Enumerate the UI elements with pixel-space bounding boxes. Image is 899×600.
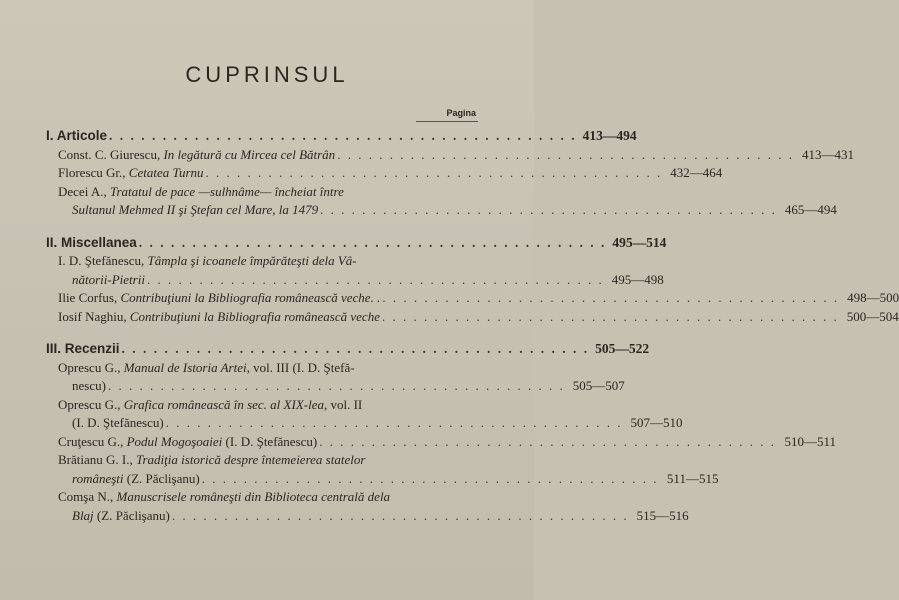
toc-entry-row[interactable] xyxy=(46,470,719,490)
page-title: CUPRINSUL xyxy=(185,62,349,87)
entry-text xyxy=(72,415,164,431)
dot-leader: . . . . . . . . . . . . . . . . . . . . . . . . . . . . . . . . . . . . . . . . . . . . xyxy=(107,378,565,393)
entry-title: Contribuţiuni la Bibliografia românească veche xyxy=(129,308,380,324)
toc-entry-row[interactable] xyxy=(46,360,486,379)
toc-section xyxy=(46,234,899,328)
toc-entry-row[interactable] xyxy=(46,507,689,527)
section-heading-row[interactable] xyxy=(46,234,667,254)
entry-title: nătorii-Pietrii xyxy=(72,271,145,287)
entry-page-range: 413—431 xyxy=(801,146,854,162)
entry-text xyxy=(72,508,170,524)
entry-title: Contribuţiuni la Bibliografia românească veche. . xyxy=(120,290,381,305)
entry-author: Decei A., xyxy=(58,183,110,199)
toc-section xyxy=(46,128,854,221)
entry-author: Ilie Corfus, xyxy=(58,290,121,305)
entry-author: Iosif Naghiu, xyxy=(58,308,130,324)
entry-page-range: 515—516 xyxy=(636,507,689,523)
toc-entry-row[interactable] xyxy=(46,202,837,221)
entry-title: Cetatea Turnu xyxy=(128,165,204,180)
entry-page-range: 465—494 xyxy=(784,202,837,217)
entry-page-range: 507—510 xyxy=(630,415,683,430)
dot-leader: . . . . . . . . . . . . . . . . . . . . . . . . . . . . . . . . . . . . . . . . . . . . xyxy=(171,507,629,523)
toc-entry-row[interactable] xyxy=(46,146,854,166)
toc-entry-row[interactable] xyxy=(46,308,899,328)
section-heading: II. Miscellanea xyxy=(46,234,137,250)
entry-text xyxy=(58,147,335,163)
entry-title: Tradiţia istorică despre întemeierea statelor xyxy=(135,452,366,467)
entry-author: Cruţescu G., xyxy=(58,433,127,449)
entry-text xyxy=(58,184,344,200)
entry-title: Blaj xyxy=(72,507,94,523)
toc-entry-row[interactable] xyxy=(46,271,664,291)
entry-suffix: (I. D. Ştefănescu) xyxy=(222,433,318,449)
toc-section xyxy=(46,341,836,526)
entry-text xyxy=(58,290,380,306)
entry-page-range: 498—500 xyxy=(847,290,899,305)
entry-text xyxy=(58,489,390,505)
entry-title: Grafica românească în sec. al XIX-lea xyxy=(123,396,324,412)
toc-entry-row[interactable] xyxy=(46,489,486,508)
entry-author: I. D. Ştefănescu, xyxy=(58,253,148,268)
entry-text xyxy=(58,397,362,413)
entry-title: româneşti xyxy=(72,470,124,486)
entry-page-range: 432—464 xyxy=(670,165,723,180)
entry-suffix: , vol. II xyxy=(323,396,363,412)
entry-title: Manual de Istoria Artei xyxy=(123,359,247,375)
entry-title: Tratatul de pace —sulhnâme— încheiat între xyxy=(109,183,344,199)
toc-entry-row[interactable] xyxy=(46,165,723,184)
section-page-range: 505—522 xyxy=(595,341,650,356)
dot-leader: . . . . . . . . . . . . . . . . . . . . . . . . . . . . . . . . . . . . . . . . . . . . xyxy=(381,308,839,324)
dot-leader: . . . . . . . . . . . . . . . . . . . . . . . . . . . . . . . . . . . . . . . . . . . . xyxy=(382,290,840,305)
entry-text xyxy=(58,434,317,450)
entry-suffix: (Z. Păclişanu) xyxy=(123,470,200,486)
dot-leader: . . . . . . . . . . . . . . . . . . . . . . . . . . . . . . . . . . . . . . . . . . . . xyxy=(201,470,659,486)
entry-text xyxy=(58,452,365,468)
entry-suffix: nescu) xyxy=(72,378,106,393)
entry-page-range: 500—504 xyxy=(846,308,899,324)
pagina-column-label: Pagina xyxy=(446,108,476,118)
entry-author: Oprescu G., xyxy=(58,359,124,375)
entry-author: Florescu Gr., xyxy=(58,165,129,180)
entry-page-range: 510—511 xyxy=(784,433,836,449)
toc-entry-row[interactable] xyxy=(46,253,486,272)
entry-title: Sultanul Mehmed II şi Ştefan cel Mare, la 1479 xyxy=(72,202,319,217)
toc-entry-row[interactable] xyxy=(46,433,836,453)
entry-title: In legătură cu Mircea cel Bătrân xyxy=(163,146,336,162)
section-page-range: 413—494 xyxy=(582,128,637,143)
entry-author: Const. C. Giurescu, xyxy=(58,146,164,162)
entry-text xyxy=(72,202,318,218)
entry-title: Tâmpla şi icoanele împărăteşti dela Vâ- xyxy=(147,253,357,268)
entry-text xyxy=(58,253,357,269)
pagina-underline xyxy=(416,121,478,122)
dot-leader: . . . . . . . . . . . . . . . . . . . . . . . . . . . . . . . . . . . . . . . . . . . . xyxy=(320,202,777,217)
section-heading-row[interactable] xyxy=(46,341,650,360)
entry-page-range: 511—515 xyxy=(666,470,719,486)
toc-entry-row[interactable] xyxy=(46,290,899,309)
section-heading: III. Recenzii xyxy=(46,341,120,356)
entry-author: Oprescu G., xyxy=(58,396,124,412)
section-heading-row[interactable] xyxy=(46,128,637,147)
dot-leader: . . . . . . . . . . . . . . . . . . . . . . . . . . . . . . . . . . . . . . . . . . . . xyxy=(138,234,607,250)
dot-leader: . . . . . . . . . . . . . . . . . . . . . . . . . . . . . . . . . . . . . . . . . . . . xyxy=(146,271,604,287)
entry-page-range: 505—507 xyxy=(572,378,625,393)
entry-text xyxy=(58,309,380,325)
toc-entry-row[interactable] xyxy=(46,184,486,203)
entry-title: Manuscrisele româneşti din Biblioteca centrală dela xyxy=(116,489,391,504)
section-heading: I. Articole xyxy=(46,128,108,143)
entry-suffix: , vol. III (I. D. Ştefă- xyxy=(246,359,355,375)
section-page-range: 495—514 xyxy=(612,234,667,250)
toc-entry-row[interactable] xyxy=(46,378,625,397)
entry-author: Brătianu G. I., xyxy=(58,452,136,467)
entry-suffix: (I. D. Ştefănescu) xyxy=(72,415,164,430)
dot-leader: . . . . . . . . . . . . . . . . . . . . . . . . . . . . . . . . . . . . . . . . . . . . xyxy=(165,415,623,430)
dot-leader: . . . . . . . . . . . . . . . . . . . . . . . . . . . . . . . . . . . . . . . . . . . . xyxy=(109,128,577,143)
toc-entry-row[interactable] xyxy=(46,397,486,416)
entry-suffix: (Z. Păclişanu) xyxy=(93,507,170,523)
entry-page-range: 495—498 xyxy=(611,271,664,287)
toc-entry-row[interactable] xyxy=(46,452,486,471)
entry-author: Comşa N., xyxy=(58,489,117,504)
entry-text xyxy=(72,471,200,487)
table-of-contents xyxy=(46,128,899,540)
dot-leader: . . . . . . . . . . . . . . . . . . . . . . . . . . . . . . . . . . . . . . . . . . . . xyxy=(337,146,794,162)
toc-entry-row[interactable] xyxy=(46,415,683,434)
entry-text xyxy=(58,165,204,181)
entry-text xyxy=(72,378,106,394)
dot-leader: . . . . . . . . . . . . . . . . . . . . . . . . . . . . . . . . . . . . . . . . . . . . xyxy=(319,433,776,449)
entry-text xyxy=(72,272,145,288)
dot-leader: . . . . . . . . . . . . . . . . . . . . . . . . . . . . . . . . . . . . . . . . . . . . xyxy=(121,341,590,356)
entry-title: Podul Mogoşoaiei xyxy=(126,433,223,449)
entry-text xyxy=(58,360,355,376)
dot-leader: . . . . . . . . . . . . . . . . . . . . . . . . . . . . . . . . . . . . . . . . . . . . xyxy=(205,165,663,180)
